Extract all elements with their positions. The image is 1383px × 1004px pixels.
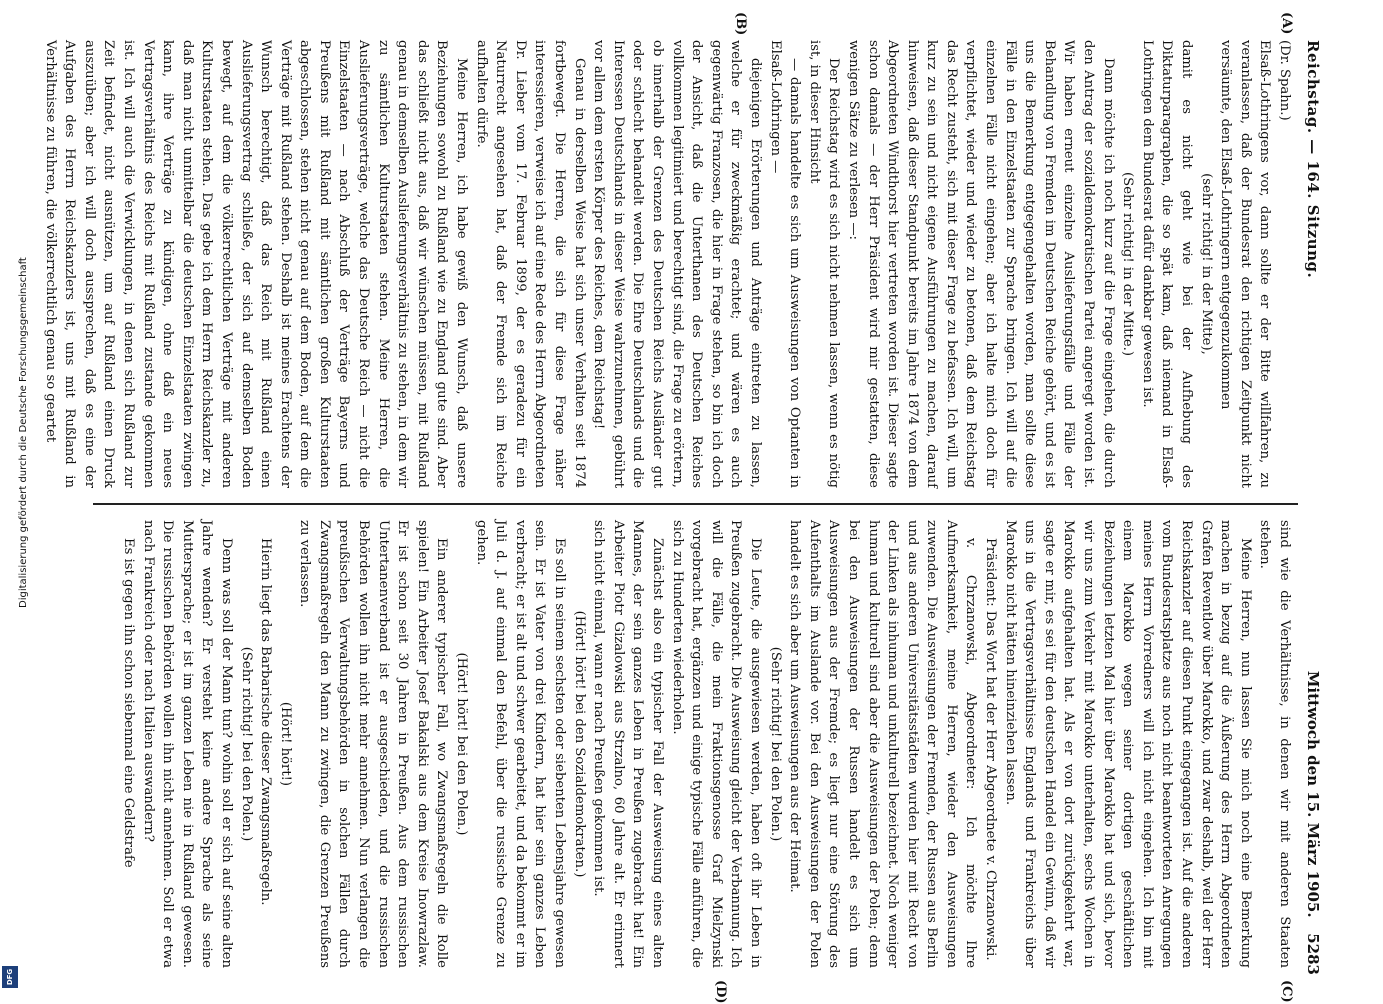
paragraph: Dann möchte ich noch kurz auf die Frage eingehen, die durch den Antrag der sozialdemokratischen Partei angeregt worden ist. Wir haben erneut einzelne Auslieferungsfälle und Fälle der Behandlung von Fremden im Deutschen Reiche gehört, und es ist uns die Bemerkung entgegengehalten worden, man sollte diese Fälle in den Einzelstaaten zur Sprache bringen. Ich will auf die einzelnen Fälle nicht eingehen; aber ich halte mich doch für verpflichtet, wieder und wieder zu betonen, daß dem Reichstag das Recht zusteht, sich mit dieser Frage zu befassen. Ich will, um kurz zu sein und nicht eigene Ausführungen zu machen, darauf hinweisen, daß dieser Standpunkt bereits im Jahre 1874 von dem Abgeordneten Windthorst hier vertreten worden ist. Dieser sagte schon damals — der Herr Präsident wird mir gestatten, diese wenigen Sätze zu verlesen —: <box>845 40 1116 488</box>
paragraph: Elsaß-Lothringens vor, dann sollte er der Bitte willfahren, zu veranlassen, daß der Bundesrat den richtigen Zeitpunkt nicht versäumte, den Elsaß-Lothringern entgegenzukommen <box>1218 40 1273 488</box>
interjection: (sehr richtig! in der Mitte), <box>1198 173 1214 355</box>
column-divider <box>93 503 1298 505</box>
paragraph: damit es nicht geht wie bei der Aufhebung des Diktaturparagraphen, die so spät kam, daß niemand in Elsaß-Lothringen dem Bundesrat dafür dankbar gewesen ist. <box>1139 40 1195 488</box>
dfg-logo <box>2 966 18 988</box>
paragraph: Es ist gegen ihn schon siebenmal eine Geldstrafe <box>120 538 136 868</box>
interjection: (Sehr richtig! in der Mitte.) <box>1120 172 1136 356</box>
interjection: (Sehr richtig! bei den Polen.) <box>767 646 783 842</box>
paragraph: v. Chrzanowski, Abgeordneter: Ich möchte Ihre Aufmerksamkeit, meine Herren, wieder den Ausweisungen zuwenden. Die Ausweisungen der Fremden, der Russen aus Berlin und aus anderen Universitätsstädten wurden hier mit Recht von der Linken als inhuman und unkulturell bezeichnet. Noch weniger human und kulturell sind aber die Ausweisungen der Polen; denn bei den Ausweisungen der Russen handelt es sich um Ausweisungen aus der Fremde; es liegt nur eine Störung des Aufenthalts im Auslande vor. Bei den Ausweisungen der Polen handelt es sich aber um Ausweisungen aus der Heimat. <box>787 520 979 968</box>
paragraph: (Dr. Spahn.) <box>1277 40 1292 121</box>
left-column <box>42 40 1294 488</box>
header-right <box>1304 671 1322 975</box>
header-left: Reichstag. — 164. Sitzung. <box>1304 40 1322 279</box>
margin-marker-a: (A) <box>1279 12 1294 35</box>
paragraph: Ein anderer typischer Fall, wo Zwangsmaßregeln die Rolle spielen! Ein Arbeiter Josef Bakalski aus dem Kreise Inowrazlaw. Er ist schon seit 30 Jahren in Preußen. Aus dem russischen Untertanenverband ist er ausgeschieden, und die russischen Behörden wollen ihn nicht mehr annehmen. Nun verlangen die preußischen Verwaltungsbehörden in solchen Fällen durch Zwangsmaßregeln den Mann zu zwingen, die Grenzen Preußens zu verlassen. <box>297 520 450 968</box>
paragraph: Hierin liegt das Barbarische dieser Zwangsmaßregeln. <box>258 538 274 906</box>
margin-marker-c: (C) <box>1279 980 1294 1003</box>
interjection: (Hört! hört! bei den Polen.) <box>454 652 470 836</box>
digitization-sidebar <box>0 0 29 1000</box>
paragraph: — damals handelte es sich um Ausweisungen von Optanten in Elsaß-Lothringen — <box>767 40 803 488</box>
paragraph: sind wie die Verhältnisse, in denen wir mit anderen Staaten stehen. <box>1257 520 1292 968</box>
rotated-page <box>42 12 1328 1004</box>
paragraph: Genau in derselben Weise hat sich unser Verhalten seit 1874 fortbewegt. Die Herren, die sich für diese Frage näher interessieren, verweise ich auf eine Rede des Herrn Abgeordneten Dr. Lieber vom 17. Februar 1899, der es geradezu für ein Naturrecht angesehen hat, daß der Fremde sich im Reiche aufhalten dürfe. <box>473 40 587 488</box>
margin-marker-b: (B) <box>733 12 748 36</box>
interjection: (Hört! hört!) <box>277 701 293 787</box>
paragraph: Denn was soll der Mann tun? wohin soll er sich auf seine alten Jahre wenden? Er versteht keine andere Sprache als seine Muttersprache; er ist im ganzen Leben nie in Rußland gewesen. Die russischen Behörden wollen ihn nicht annehmen. Soll er etwa nach Frankreich oder nach Italien auswandern? <box>140 520 234 968</box>
paragraph: Es soll in seinem sechsten oder siebenten Lebensjahre gewesen sein. Er ist Vater von drei Kindern, hat hier sein ganzes Leben verbracht; er ist alt und schwer gearbeitet, und da bekommt er im Juli d. J. auf einmal den Befehl, über die russische Grenze zu gehen. <box>473 520 568 968</box>
paragraph: Meine Herren, nun lassen Sie mich noch eine Bemerkung machen in bezug auf die Äußerung des Herrn Abgeordneten Grafen Reventlow über Marokko, und zwar deshalb, weil der Herr Reichskanzler auf diesen Punkt eingegangen ist. Auf die anderen vom Bundesratsplatze aus noch nicht beantworteten Anregungen meines Herrn Vorredners will ich nicht eingehen. Ich bin mit einem Marokko wegen seiner dortigen geschäftlichen Beziehungen letzten Mal hier über Marokko hat und sich, bevor wir uns zum Verkehr mit Marokko unterhalten, sechs Wochen in Marokko aufgehalten hat. Als er von dort zurückgekehrt war, sagte er mir, es sei für den deutschen Handel ein Gewinn, daß wir uns in die Vertragsverhältnisse Englands und Frankreichs über Marokko nicht hätten hineinziehen lassen. <box>1002 520 1253 968</box>
paragraph: Zunächst also ein typischer Fall der Ausweisung eines alten Mannes, der sein ganzes Leben in Preußen zugebracht hat! Ein Arbeiter Piotr Gizalowski aus Strzalno, 60 Jahre alt. Er erinnert sich nicht einmal, wann er nach Preußen gekommen ist. <box>591 520 665 968</box>
margin-marker-d: (D) <box>713 980 728 1004</box>
header-date: Mittwoch den 15. März 1905. <box>1304 670 1322 918</box>
funding-note: Digitalisierung gefördert durch die Deutsche Forschungsgemeinschaft <box>18 257 29 608</box>
right-column <box>94 520 1294 968</box>
interjection: (Sehr richtig! bei den Polen.) <box>238 646 254 842</box>
paragraph: Präsident: Das Wort hat der Herr Abgeordnete v. Chrzanowski. <box>983 538 999 961</box>
paragraph: Der Reichstag wird es sich nicht nehmen lassen, wenn es nötig ist, in dieser Hinsicht <box>806 40 842 488</box>
dfg-logo-text: DFG <box>6 968 14 986</box>
paragraph: Meine Herren, ich habe gewiß den Wunsch, daß unsere Beziehungen sowohl zu Rußland wie zu England gute sind. Aber das schließt nicht aus, daß wir wünschen müssen, mit Rußland genau in demselben Auslieferungsverhältnis zu stehen, in dem wir zu sämtlichen Kulturstaaten stehen. Meine Herren, die Auslieferungsverträge, welche das Deutsche Reich — nicht die Einzelstaaten — nach Abschluß der Verträge Bayerns und Preußens mit Rußland mit sämtlichen großen Kulturstaaten abgeschlossen, stehen nicht genau auf dem Boden, auf dem die Verträge mit Rußland stehen. Deshalb ist meines Erachtens der Wunsch berechtigt, daß das Reich mit Rußland einen Auslieferungsvertrag schließe, der sich auf demselben Boden bewegt, auf dem die völkerrechtlichen Verträge mit anderen Kulturstaaten stehen. Das gebe ich dem Herrn Reichskanzler zu, daß man nicht unmittelbar die deutschen Einzelstaaten zwingen kann, ihre Verträge zu kündigen, ohne daß ein neues Vertragsverhältnis des Reichs mit Rußland zustande gekommen ist. Ich will auch die Verwicklungen, in denen sich Rußland zur Zeit befindet, nicht ausnützen, um auf Rußland einen Druck auszuüben; aber ich will doch aussprechen, daß es eine der Aufgaben des Herrn Reichskanzlers ist, uns mit Rußland in Verhältnisse zu führen, die völkerrechtlich genau so geartet <box>42 40 470 488</box>
paragraph: diejenigen Erörterungen und Anträge eintreten zu lassen, welche er für zweckmäßig erachtet; und wären es auch gegenwärtig Franzosen, die hier in Frage stehen, so bin ich doch der Ansicht, daß die Unterthanen des Deutschen Reiches vollkommen legitimiert und berechtigt sind, die Frage zu erörtern, ob innerhalb der Grenzen des Deutschen Reichs Ausländer gut oder schlecht behandelt werden. Die Ehre Deutschlands und die Interessen Deutschlands in dieser Weise wahrzunehmen, gebührt vor allem dem ersten Körper des Reiches, dem Reichstag! <box>591 40 763 488</box>
running-header <box>1298 40 1328 975</box>
interjection: (Hört! hört! bei den Sozialdemokraten.) <box>571 610 587 878</box>
page-number: 5283 <box>1304 933 1322 975</box>
paragraph: Die Leute, die ausgewiesen werden, haben oft ihr Leben in Preußen zugebracht. Die Ausweisung gleicht der Verbannung. Ich will die Fälle, die mein Fraktionsgenosse Graf Mielzynski vorgebracht hat, ergänzen und einige typische Fälle anführen, die sich zu Hunderten wiederholen. <box>669 520 763 968</box>
